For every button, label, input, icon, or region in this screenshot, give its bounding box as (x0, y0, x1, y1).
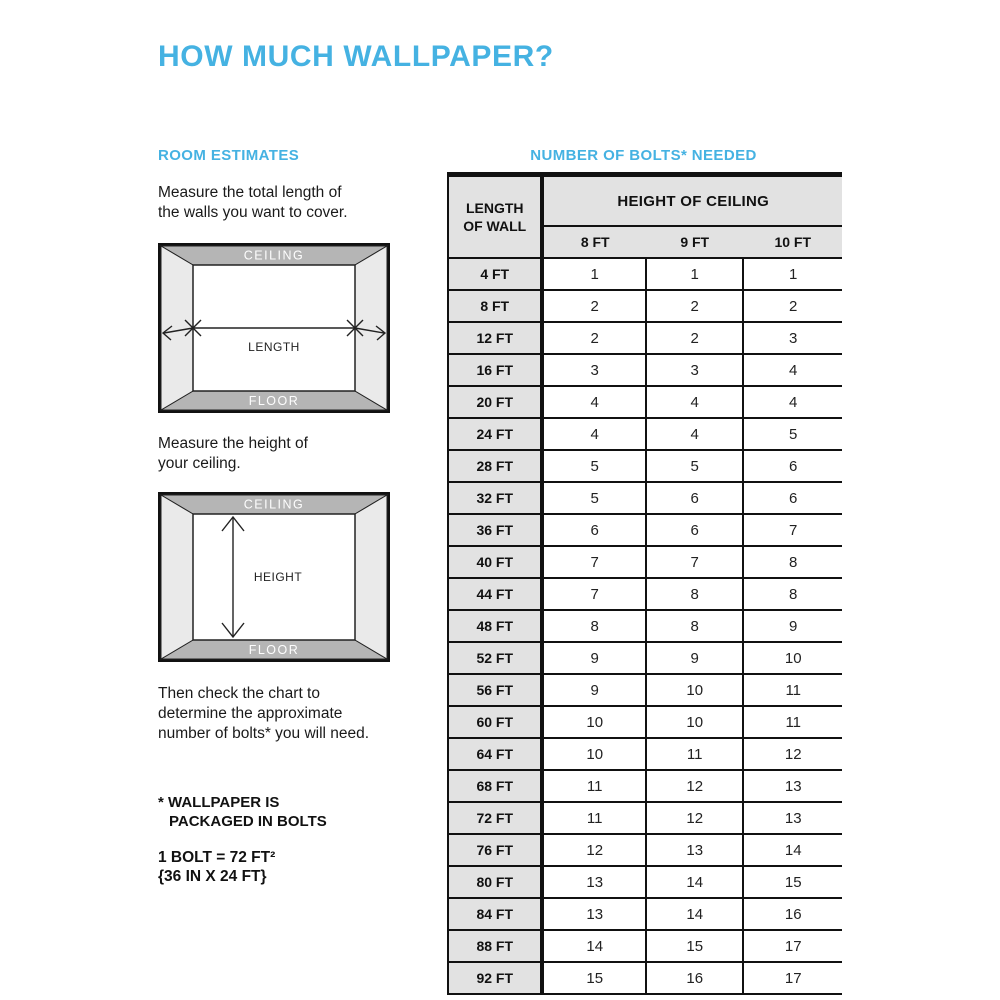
bolt-table-wrapper (447, 172, 842, 995)
wall-length-cell: 40 FT (449, 546, 542, 578)
bolt-count-cell: 12 (743, 738, 842, 770)
bolt-count-cell: 14 (542, 930, 646, 962)
step3-line3: number of bolts* you will need. (158, 725, 370, 742)
length-label: LENGTH (248, 340, 300, 354)
wall-length-cell: 56 FT (449, 674, 542, 706)
bolt-count-cell: 11 (743, 674, 842, 706)
bolt-count-cell: 10 (646, 706, 743, 738)
corner-header-line2: OF WALL (463, 218, 527, 234)
table-row (449, 930, 842, 962)
table-row (449, 322, 842, 354)
footnote-line2: PACKAGED IN BOLTS (169, 813, 327, 830)
left-wall-panel (161, 246, 193, 410)
bolt-count-cell: 14 (646, 898, 743, 930)
bolt-equation: 1 BOLT = 72 FT² (158, 849, 276, 866)
bolt-count-cell: 11 (542, 802, 646, 834)
wall-length-cell: 68 FT (449, 770, 542, 802)
corner-header-cell (449, 177, 542, 258)
bolt-count-cell: 6 (743, 450, 842, 482)
wall-length-cell: 52 FT (449, 642, 542, 674)
table-row (449, 866, 842, 898)
wall-length-cell: 32 FT (449, 482, 542, 514)
table-row (449, 290, 842, 322)
bolt-count-cell: 8 (646, 610, 743, 642)
step1-line2: the walls you want to cover. (158, 204, 348, 221)
step2-line2: your ceiling. (158, 455, 241, 472)
bolt-count-cell: 7 (646, 546, 743, 578)
wall-length-cell: 92 FT (449, 962, 542, 993)
table-row (449, 706, 842, 738)
table-row (449, 802, 842, 834)
wall-length-cell: 12 FT (449, 322, 542, 354)
table-row (449, 898, 842, 930)
right-wall-panel (355, 495, 387, 659)
table-row (449, 738, 842, 770)
table-row (449, 834, 842, 866)
bolt-count-cell: 6 (542, 514, 646, 546)
bolt-count-cell: 8 (646, 578, 743, 610)
table-row (449, 610, 842, 642)
bolt-count-cell: 9 (542, 674, 646, 706)
wall-length-cell: 60 FT (449, 706, 542, 738)
bolt-count-cell: 1 (646, 258, 743, 290)
step2-text (158, 434, 308, 474)
bolt-count-cell: 12 (542, 834, 646, 866)
step2-line1: Measure the height of (158, 435, 308, 452)
left-wall-panel (161, 495, 193, 659)
bolt-count-cell: 16 (646, 962, 743, 993)
bolt-count-cell: 2 (542, 322, 646, 354)
bolts-needed-heading: NUMBER OF BOLTS* NEEDED (530, 147, 757, 164)
bolt-count-cell: 9 (542, 642, 646, 674)
bolt-count-cell: 13 (542, 866, 646, 898)
bolt-count-cell: 8 (743, 546, 842, 578)
bolt-count-cell: 12 (646, 802, 743, 834)
bolt-count-cell: 7 (542, 546, 646, 578)
step3-text (158, 684, 369, 744)
height-diagram (158, 492, 390, 662)
bolt-count-cell: 15 (542, 962, 646, 993)
ceiling-label: CEILING (243, 497, 305, 512)
table-row (449, 418, 842, 450)
bolt-count-cell: 7 (542, 578, 646, 610)
bolt-count-cell: 9 (743, 610, 842, 642)
bolt-count-cell: 5 (542, 482, 646, 514)
bolt-count-cell: 5 (743, 418, 842, 450)
corner-header-line1: LENGTH (465, 200, 524, 216)
bolt-count-cell: 11 (542, 770, 646, 802)
bolt-count-cell: 6 (646, 514, 743, 546)
bolt-count-cell: 2 (542, 290, 646, 322)
bolt-count-cell: 4 (542, 418, 646, 450)
bolt-count-cell: 10 (646, 674, 743, 706)
bolt-count-cell: 5 (646, 450, 743, 482)
bolt-count-cell: 11 (646, 738, 743, 770)
bolt-size-info (158, 848, 275, 886)
wall-length-cell: 28 FT (449, 450, 542, 482)
bolt-count-cell: 1 (743, 258, 842, 290)
table-row (449, 354, 842, 386)
bolt-count-cell: 10 (743, 642, 842, 674)
bolt-count-cell: 8 (743, 578, 842, 610)
bolt-count-cell: 10 (542, 706, 646, 738)
bolt-count-cell: 12 (646, 770, 743, 802)
bolt-count-cell: 2 (646, 290, 743, 322)
room-estimates-heading: ROOM ESTIMATES (158, 147, 300, 164)
wall-length-cell: 88 FT (449, 930, 542, 962)
bolt-count-cell: 4 (646, 418, 743, 450)
table-row (449, 450, 842, 482)
col-header-9ft: 9 FT (646, 226, 743, 258)
table-row (449, 962, 842, 993)
bolt-count-cell: 15 (646, 930, 743, 962)
group-header-cell: HEIGHT OF CEILING (542, 177, 842, 226)
bolt-count-cell: 4 (542, 386, 646, 418)
bolt-count-cell: 16 (743, 898, 842, 930)
table-row (449, 386, 842, 418)
bolt-count-cell: 4 (646, 386, 743, 418)
wall-length-cell: 84 FT (449, 898, 542, 930)
bolt-count-cell: 13 (646, 834, 743, 866)
bolt-count-cell: 2 (743, 290, 842, 322)
col-header-10ft: 10 FT (743, 226, 842, 258)
wall-length-cell: 72 FT (449, 802, 542, 834)
bolt-count-cell: 5 (542, 450, 646, 482)
bolt-count-cell: 6 (646, 482, 743, 514)
bolt-count-cell: 4 (743, 354, 842, 386)
wall-length-cell: 16 FT (449, 354, 542, 386)
bolt-count-cell: 6 (743, 482, 842, 514)
bolt-count-cell: 14 (743, 834, 842, 866)
bolt-count-cell: 11 (743, 706, 842, 738)
bolt-count-cell: 8 (542, 610, 646, 642)
bolt-count-cell: 13 (743, 802, 842, 834)
wall-length-cell: 44 FT (449, 578, 542, 610)
bolts-footnote (158, 793, 327, 831)
bolt-count-cell: 1 (542, 258, 646, 290)
bolt-count-cell: 2 (646, 322, 743, 354)
step1-line1: Measure the total length of (158, 184, 342, 201)
bolt-count-cell: 9 (646, 642, 743, 674)
bolt-dimensions: {36 IN X 24 FT} (158, 868, 267, 885)
page-title: HOW MUCH WALLPAPER? (158, 40, 554, 73)
col-header-8ft: 8 FT (542, 226, 646, 258)
wall-length-cell: 24 FT (449, 418, 542, 450)
wall-length-cell: 4 FT (449, 258, 542, 290)
table-row (449, 674, 842, 706)
wall-length-cell: 20 FT (449, 386, 542, 418)
bolt-count-cell: 3 (542, 354, 646, 386)
wall-length-cell: 48 FT (449, 610, 542, 642)
bolt-count-cell: 15 (743, 866, 842, 898)
bolt-table-body (449, 258, 842, 993)
wall-length-cell: 76 FT (449, 834, 542, 866)
table-row (449, 514, 842, 546)
height-label: HEIGHT (253, 570, 303, 584)
wall-length-cell: 8 FT (449, 290, 542, 322)
table-row (449, 642, 842, 674)
table-row (449, 258, 842, 290)
length-diagram (158, 243, 390, 413)
bolt-count-cell: 4 (743, 386, 842, 418)
ceiling-label: CEILING (243, 248, 305, 263)
bolt-count-cell: 13 (743, 770, 842, 802)
bolt-count-cell: 3 (743, 322, 842, 354)
bolt-count-cell: 14 (646, 866, 743, 898)
wall-length-cell: 64 FT (449, 738, 542, 770)
table-header-row (449, 177, 842, 226)
table-row (449, 578, 842, 610)
bolt-count-cell: 13 (542, 898, 646, 930)
right-wall-panel (355, 246, 387, 410)
bolt-count-cell: 17 (743, 962, 842, 993)
step3-line2: determine the approximate (158, 705, 343, 722)
table-row (449, 482, 842, 514)
floor-label: FLOOR (248, 643, 300, 657)
bolt-table (449, 177, 842, 993)
step3-line1: Then check the chart to (158, 685, 320, 702)
wall-length-cell: 36 FT (449, 514, 542, 546)
bolt-count-cell: 10 (542, 738, 646, 770)
floor-label: FLOOR (248, 394, 300, 408)
wall-length-cell: 80 FT (449, 866, 542, 898)
bolt-count-cell: 7 (743, 514, 842, 546)
footnote-line1: * WALLPAPER IS (158, 794, 280, 811)
bolt-count-cell: 17 (743, 930, 842, 962)
table-row (449, 770, 842, 802)
step1-text (158, 183, 348, 223)
table-row (449, 546, 842, 578)
bolt-count-cell: 3 (646, 354, 743, 386)
